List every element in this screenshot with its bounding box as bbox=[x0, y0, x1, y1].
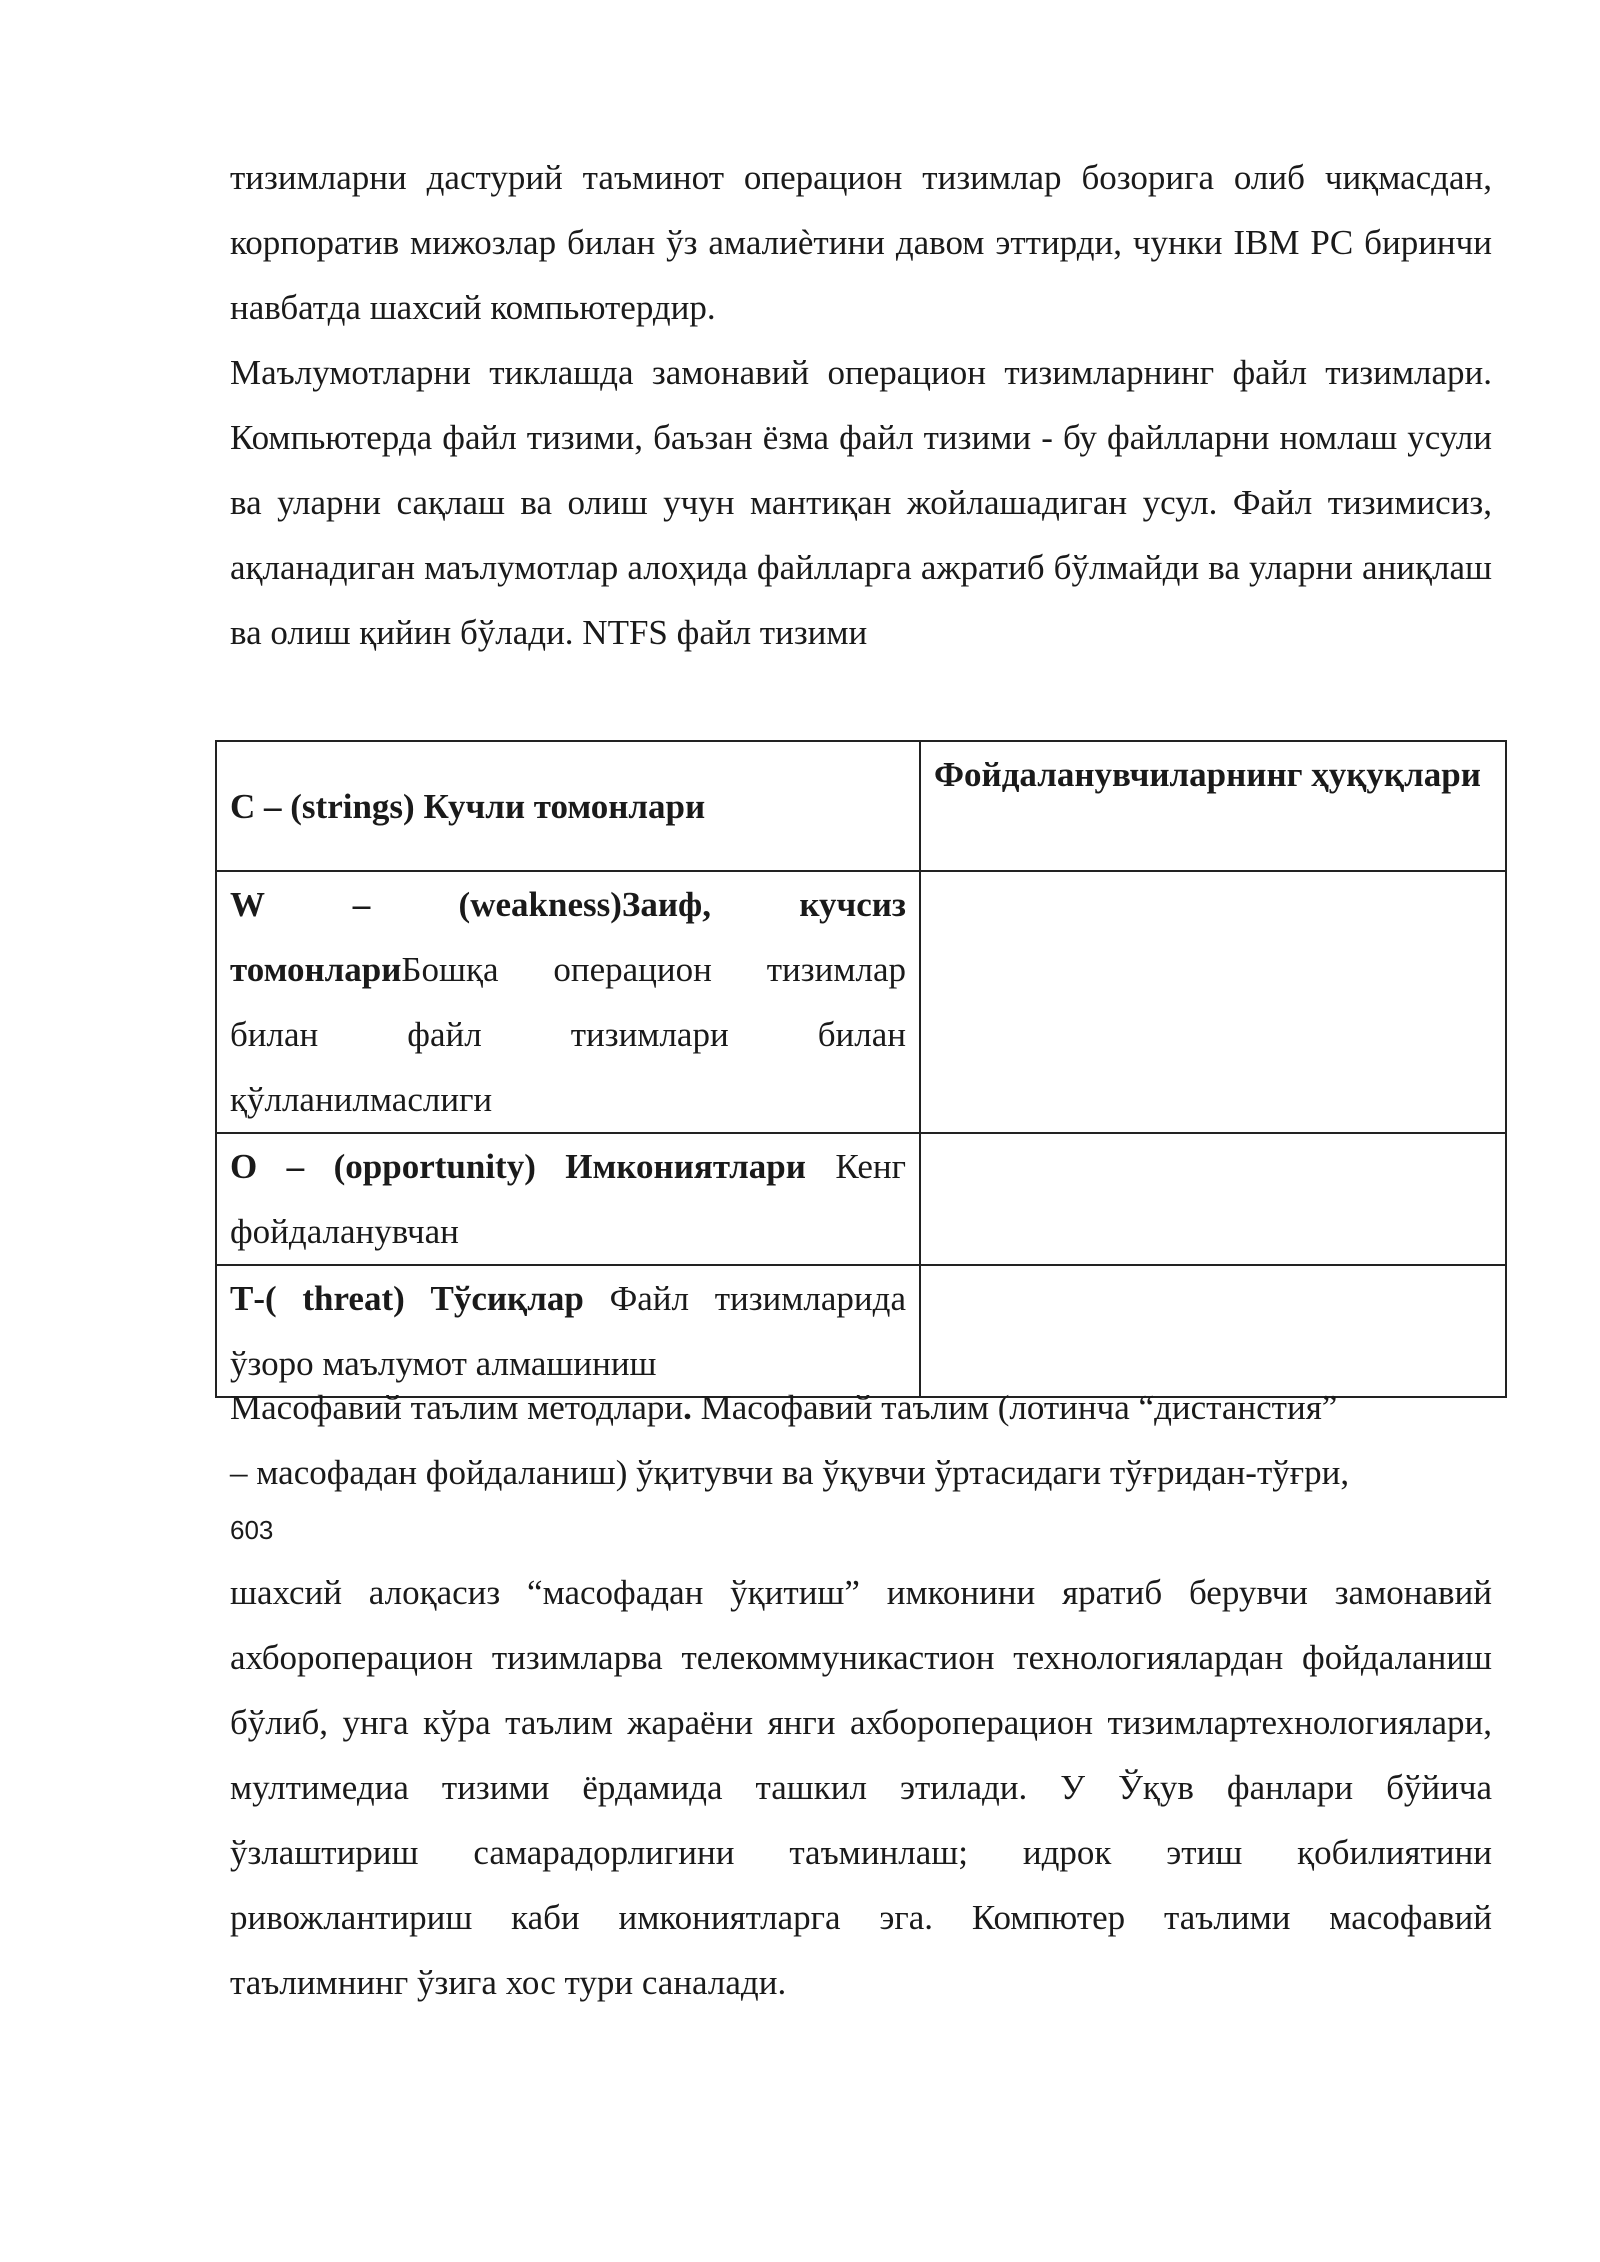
page-number: 603 bbox=[230, 1515, 274, 1545]
table-row bbox=[216, 1133, 1506, 1265]
distance-learning-intro-text: Масофавий таълим (лотинча “дистанстия” bbox=[691, 1388, 1338, 1427]
paragraph-distance-learning-body: шахсий алоқасиз “масофадан ўқитиш” имконини яратиб берувчи замонавий ахбороперацион тизимларва телекоммуникастион технологиялардан фойдаланиш бўлиб, унга кўра таълим жараёни янги ахбороперацион тизимлартехнологиялари, мултимедиа тизими ёрдамида ташкил этилади. У Ўқув фанлари бўйича ўзлаштириш самарадорлигини таъминлаш; идрок этиш қобилиятини ривожлантириш каби имкониятларга эга. Компютер таълими масофавий таълимнинг ўзига хос тури саналади. bbox=[230, 1573, 1492, 2002]
distance-learning-heading: Масофавий таълим методлари bbox=[230, 1388, 684, 1427]
swot-opportunity-label: О – (opportunity) Имкониятлари bbox=[230, 1147, 806, 1186]
empty-cell bbox=[920, 871, 1506, 1133]
paragraph-file-systems: Маълумотларни тиклашда замонавий операцион тизимларнинг файл тизимлари. Компьютерда файл тизими, баъзан ёзма файл тизими - бу файлларни номлаш усули ва уларни сақлаш ва олиш учун мантиқан жойлашадиган усул. Файл тизимисиз, ақланадиган маълумотлар алоҳида файлларга ажратиб бўлмайди ва уларни аниқлаш ва олиш қийин бўлади. NTFS файл тизими bbox=[230, 353, 1492, 652]
swot-threat-label: Т-( threat) Тўсиқлар bbox=[230, 1279, 584, 1318]
swot-opportunity-text: Кенг фойдаланувчан bbox=[230, 1147, 906, 1251]
user-rights-label: Фойдаланувчиларнинг ҳуқуқлари bbox=[934, 755, 1481, 794]
heading-period: . bbox=[683, 1388, 692, 1427]
table-row bbox=[216, 871, 1506, 1133]
paragraph-os-history: тизимларни дастурий таъминот операцион тизимлар бозорига олиб чиқмасдан, корпоратив мижозлар билан ўз амалиѐтини давом эттирди, чунки IBM PC биринчи навбатда шахсий компьютердир. bbox=[230, 158, 1492, 327]
swot-weakness-cell bbox=[216, 871, 920, 1133]
swot-strengths-cell bbox=[216, 741, 920, 871]
swot-strengths-label: С – (strings) Кучли томонлари bbox=[230, 786, 706, 826]
empty-cell bbox=[920, 1133, 1506, 1265]
table-row bbox=[216, 741, 1506, 871]
swot-threat-text: Файл тизимларида ўзоро маълумот алмашиниш bbox=[230, 1279, 906, 1383]
swot-opportunity-cell bbox=[216, 1133, 920, 1265]
paragraph-distance-learning-intro bbox=[230, 1375, 1492, 1505]
swot-weakness-label: W – (weakness)Заиф, кучсиз томонлари bbox=[230, 885, 906, 989]
swot-weakness-text: Бошқа операцион тизимлар билан файл тизимлари билан қўлланилмаслиги bbox=[230, 950, 906, 1119]
distance-learning-intro-line2: – масофадан фойдаланиш) ўқитувчи ва ўқувчи ўртасидаги тўғридан-тўғри, bbox=[230, 1453, 1350, 1492]
swot-table bbox=[215, 740, 1507, 1398]
user-rights-cell bbox=[920, 741, 1506, 871]
